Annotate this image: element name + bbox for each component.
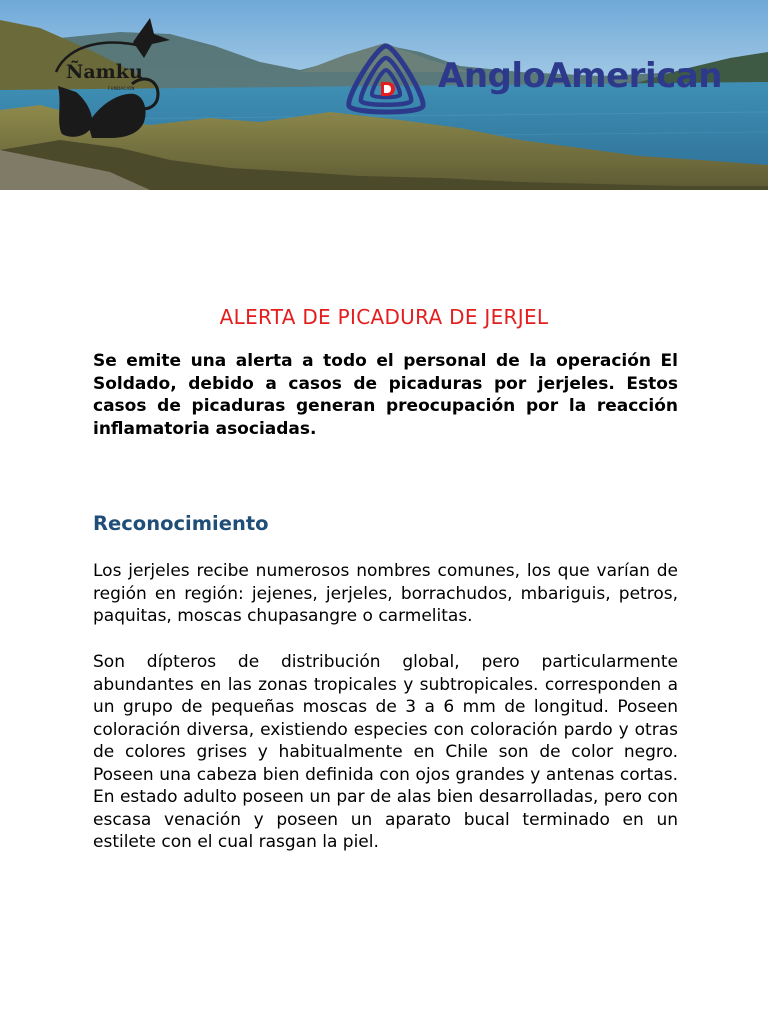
namku-logo-text: Ñamku [66, 61, 143, 83]
section-heading-reconocimiento: Reconocimiento [93, 512, 269, 535]
body-paragraph: Los jerjeles recibe numerosos nombres comunes, los que varían de región en región: jejenes, jerjeles, borrachudos, mbariguis, petros, paquitas, moscas chupasangre o carmelitas. [93, 561, 678, 626]
intro-paragraph: Se emite una alerta a todo el personal de la operación El Soldado, debido a casos de picaduras por jerjeles. Estos casos de picaduras generan preocupación por la reacción inflamatoria asociadas. [93, 351, 678, 439]
document-title: ALERTA DE PICADURA DE JERJEL [219, 305, 549, 329]
anglo-triangle-icon [343, 40, 429, 120]
header-banner [0, 0, 768, 190]
body-paragraph: Son dípteros de distribución global, pero particularmente abundantes en las zonas tropicales y subtropicales. corresponden a un grupo de pequeñas moscas de 3 a 6 mm de longitud. Poseen coloración diversa, existiendo especies con coloración pardo y otras de colores grises y habitualmente en Chile son de color negro. Poseen una cabeza bien definida con ojos grandes y antenas cortas. En estado adulto poseen un par de alas bien desarrolladas, pero con escasa venación y poseen un aparato bucal terminado en un estilete con el cual rasgan la piel. [93, 652, 678, 852]
namku-logo [48, 14, 173, 144]
angloamerican-logo [343, 40, 743, 120]
angloamerican-wordmark: AngloAmerican [438, 56, 722, 96]
namku-logo-subtext: FUNDACIÓN [108, 86, 135, 91]
